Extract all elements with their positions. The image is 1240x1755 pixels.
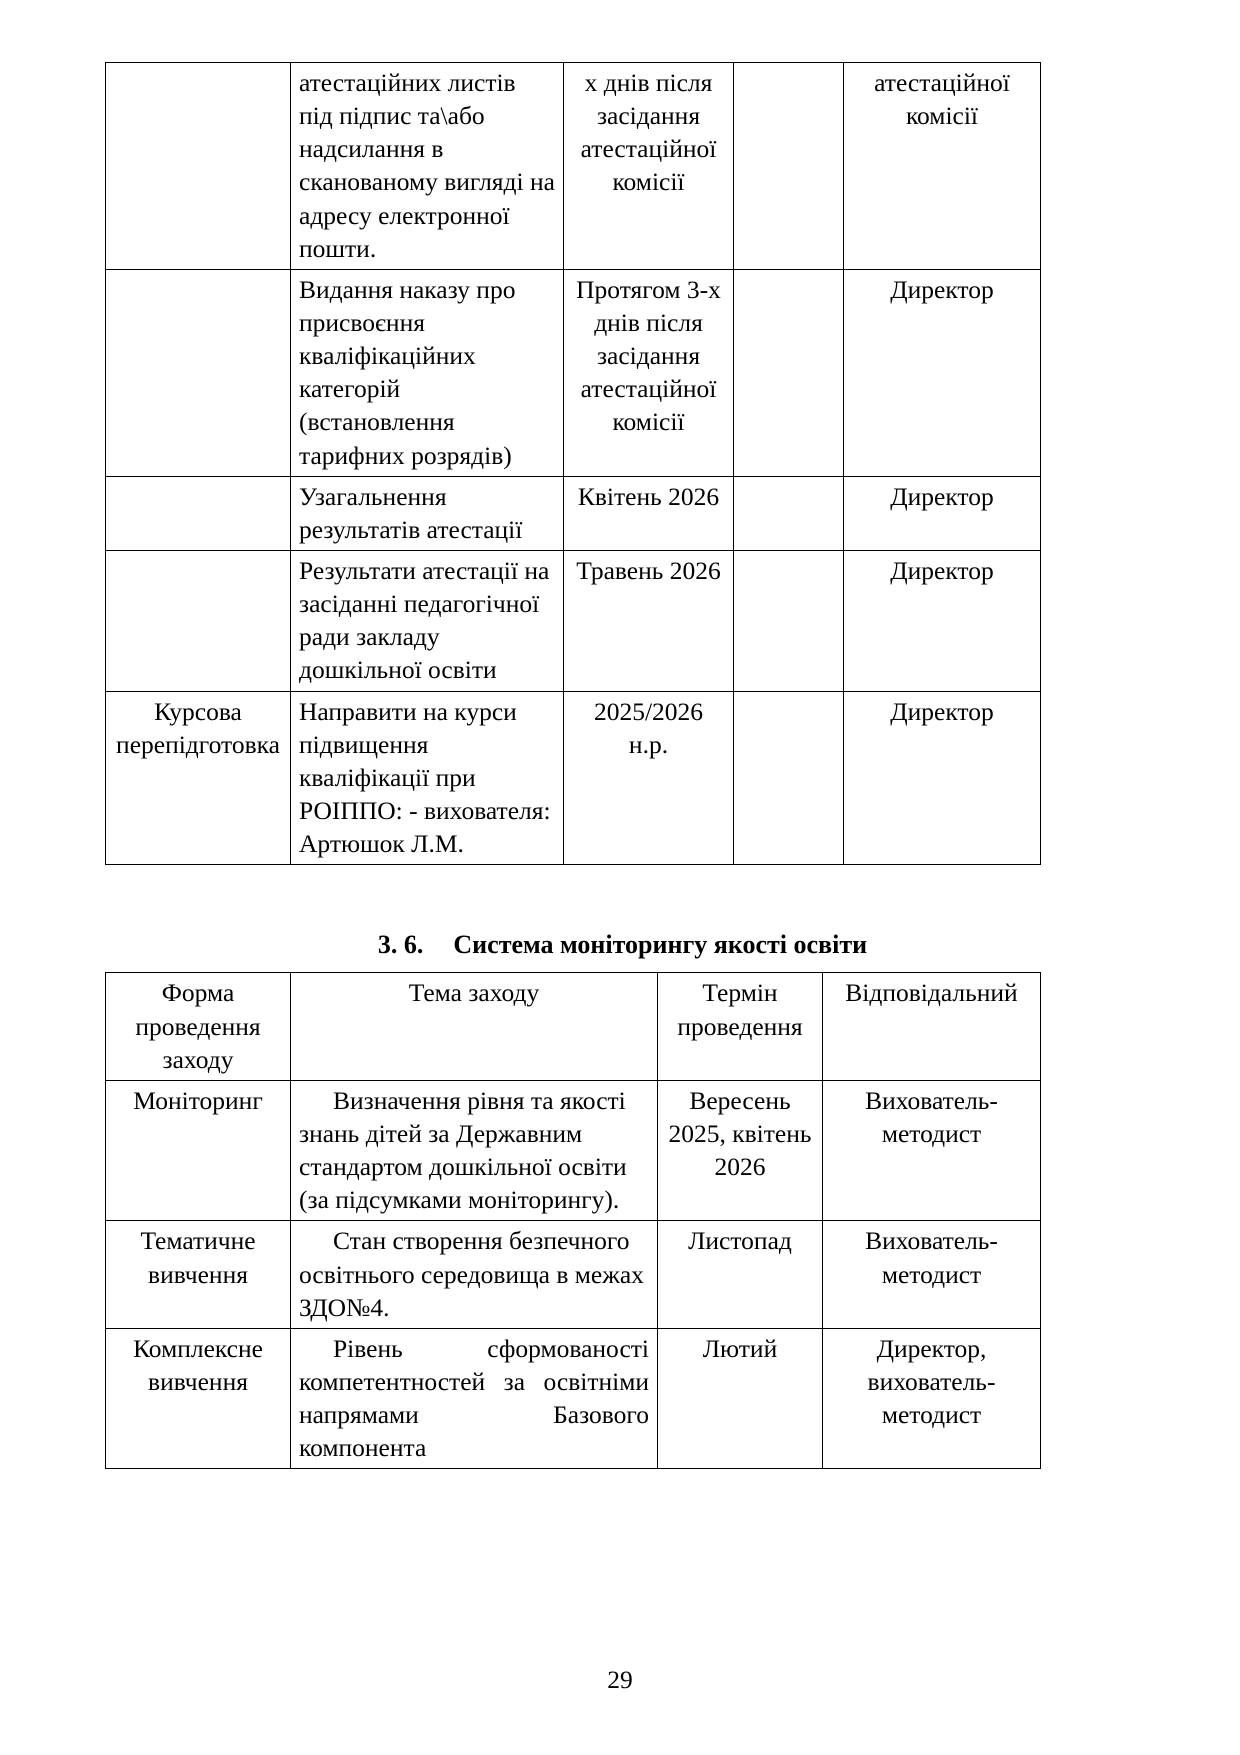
cell-responsible: Директор, вихователь-методист bbox=[823, 1328, 1041, 1469]
cell-form bbox=[106, 269, 291, 476]
table-row bbox=[106, 269, 1041, 476]
cell-extra bbox=[734, 476, 844, 550]
cell-form: Моніторинг bbox=[106, 1080, 291, 1221]
cell-activity: Видання наказу про присвоєння кваліфікаційних категорій (встановлення тарифних розрядів) bbox=[291, 269, 564, 476]
cell-form: Курсова перепідготовка bbox=[106, 691, 291, 865]
column-header-responsible: Відповідальний bbox=[823, 973, 1041, 1080]
table-row bbox=[106, 1221, 1041, 1328]
section-number: 3. 6. bbox=[377, 930, 424, 960]
table-row bbox=[106, 691, 1041, 865]
cell-responsible: Директор bbox=[844, 269, 1041, 476]
cell-term: Травень 2026 bbox=[564, 550, 734, 691]
cell-topic: Визначення рівня та якості знань дітей за Державним стандартом дошкільної освіти (за підсумками моніторингу). bbox=[291, 1080, 658, 1221]
cell-activity: Узагальнення результатів атестації bbox=[291, 476, 564, 550]
table-row bbox=[106, 550, 1041, 691]
cell-form bbox=[106, 476, 291, 550]
cell-topic: Рівень сформованості компетентностей за освітніми напрямами Базового компонента bbox=[291, 1328, 658, 1469]
section-title: Система моніторингу якості освіти bbox=[453, 930, 868, 960]
cell-responsible: Вихователь-методист bbox=[823, 1080, 1041, 1221]
cell-term: Протягом 3-х днів після засідання атестаційної комісії bbox=[564, 269, 734, 476]
cell-form: Тематичне вивчення bbox=[106, 1221, 291, 1328]
cell-responsible: Директор bbox=[844, 691, 1041, 865]
cell-form bbox=[106, 550, 291, 691]
cell-term: 2025/2026 н.р. bbox=[564, 691, 734, 865]
cell-extra bbox=[734, 550, 844, 691]
cell-extra bbox=[734, 269, 844, 476]
table-row bbox=[106, 476, 1041, 550]
column-header-topic: Тема заходу bbox=[291, 973, 658, 1080]
cell-term: х днів після засідання атестаційної комісії bbox=[564, 63, 734, 270]
cell-form bbox=[106, 63, 291, 270]
cell-activity: атестаційних листів під підпис та\або надсилання в сканованому вигляді на адресу електронної пошти. bbox=[291, 63, 564, 270]
cell-term: Листопад bbox=[658, 1221, 823, 1328]
table-header-row bbox=[106, 973, 1041, 1080]
monitoring-table bbox=[105, 972, 1041, 1469]
cell-term: Лютий bbox=[658, 1328, 823, 1469]
cell-extra bbox=[734, 691, 844, 865]
cell-responsible: Директор bbox=[844, 550, 1041, 691]
section-heading bbox=[105, 929, 1140, 960]
table-row bbox=[106, 63, 1041, 270]
attestation-table bbox=[105, 62, 1041, 865]
page-number: 29 bbox=[607, 1665, 633, 1694]
table-row bbox=[106, 1080, 1041, 1221]
cell-responsible: Вихователь-методист bbox=[823, 1221, 1041, 1328]
column-header-term: Термін проведення bbox=[658, 973, 823, 1080]
cell-topic: Стан створення безпечного освітнього середовища в межах ЗДО№4. bbox=[291, 1221, 658, 1328]
column-header-form: Форма проведення заходу bbox=[106, 973, 291, 1080]
cell-responsible: атестаційної комісії bbox=[844, 63, 1041, 270]
cell-term: Вересень 2025, квітень 2026 bbox=[658, 1080, 823, 1221]
cell-responsible: Директор bbox=[844, 476, 1041, 550]
cell-activity: Направити на курси підвищення кваліфікації при РОІППО: - вихователя: Артюшок Л.М. bbox=[291, 691, 564, 865]
table-row bbox=[106, 1328, 1041, 1469]
cell-activity: Результати атестації на засіданні педагогічної ради закладу дошкільної освіти bbox=[291, 550, 564, 691]
cell-extra bbox=[734, 63, 844, 270]
cell-term: Квітень 2026 bbox=[564, 476, 734, 550]
cell-form: Комплексне вивчення bbox=[106, 1328, 291, 1469]
